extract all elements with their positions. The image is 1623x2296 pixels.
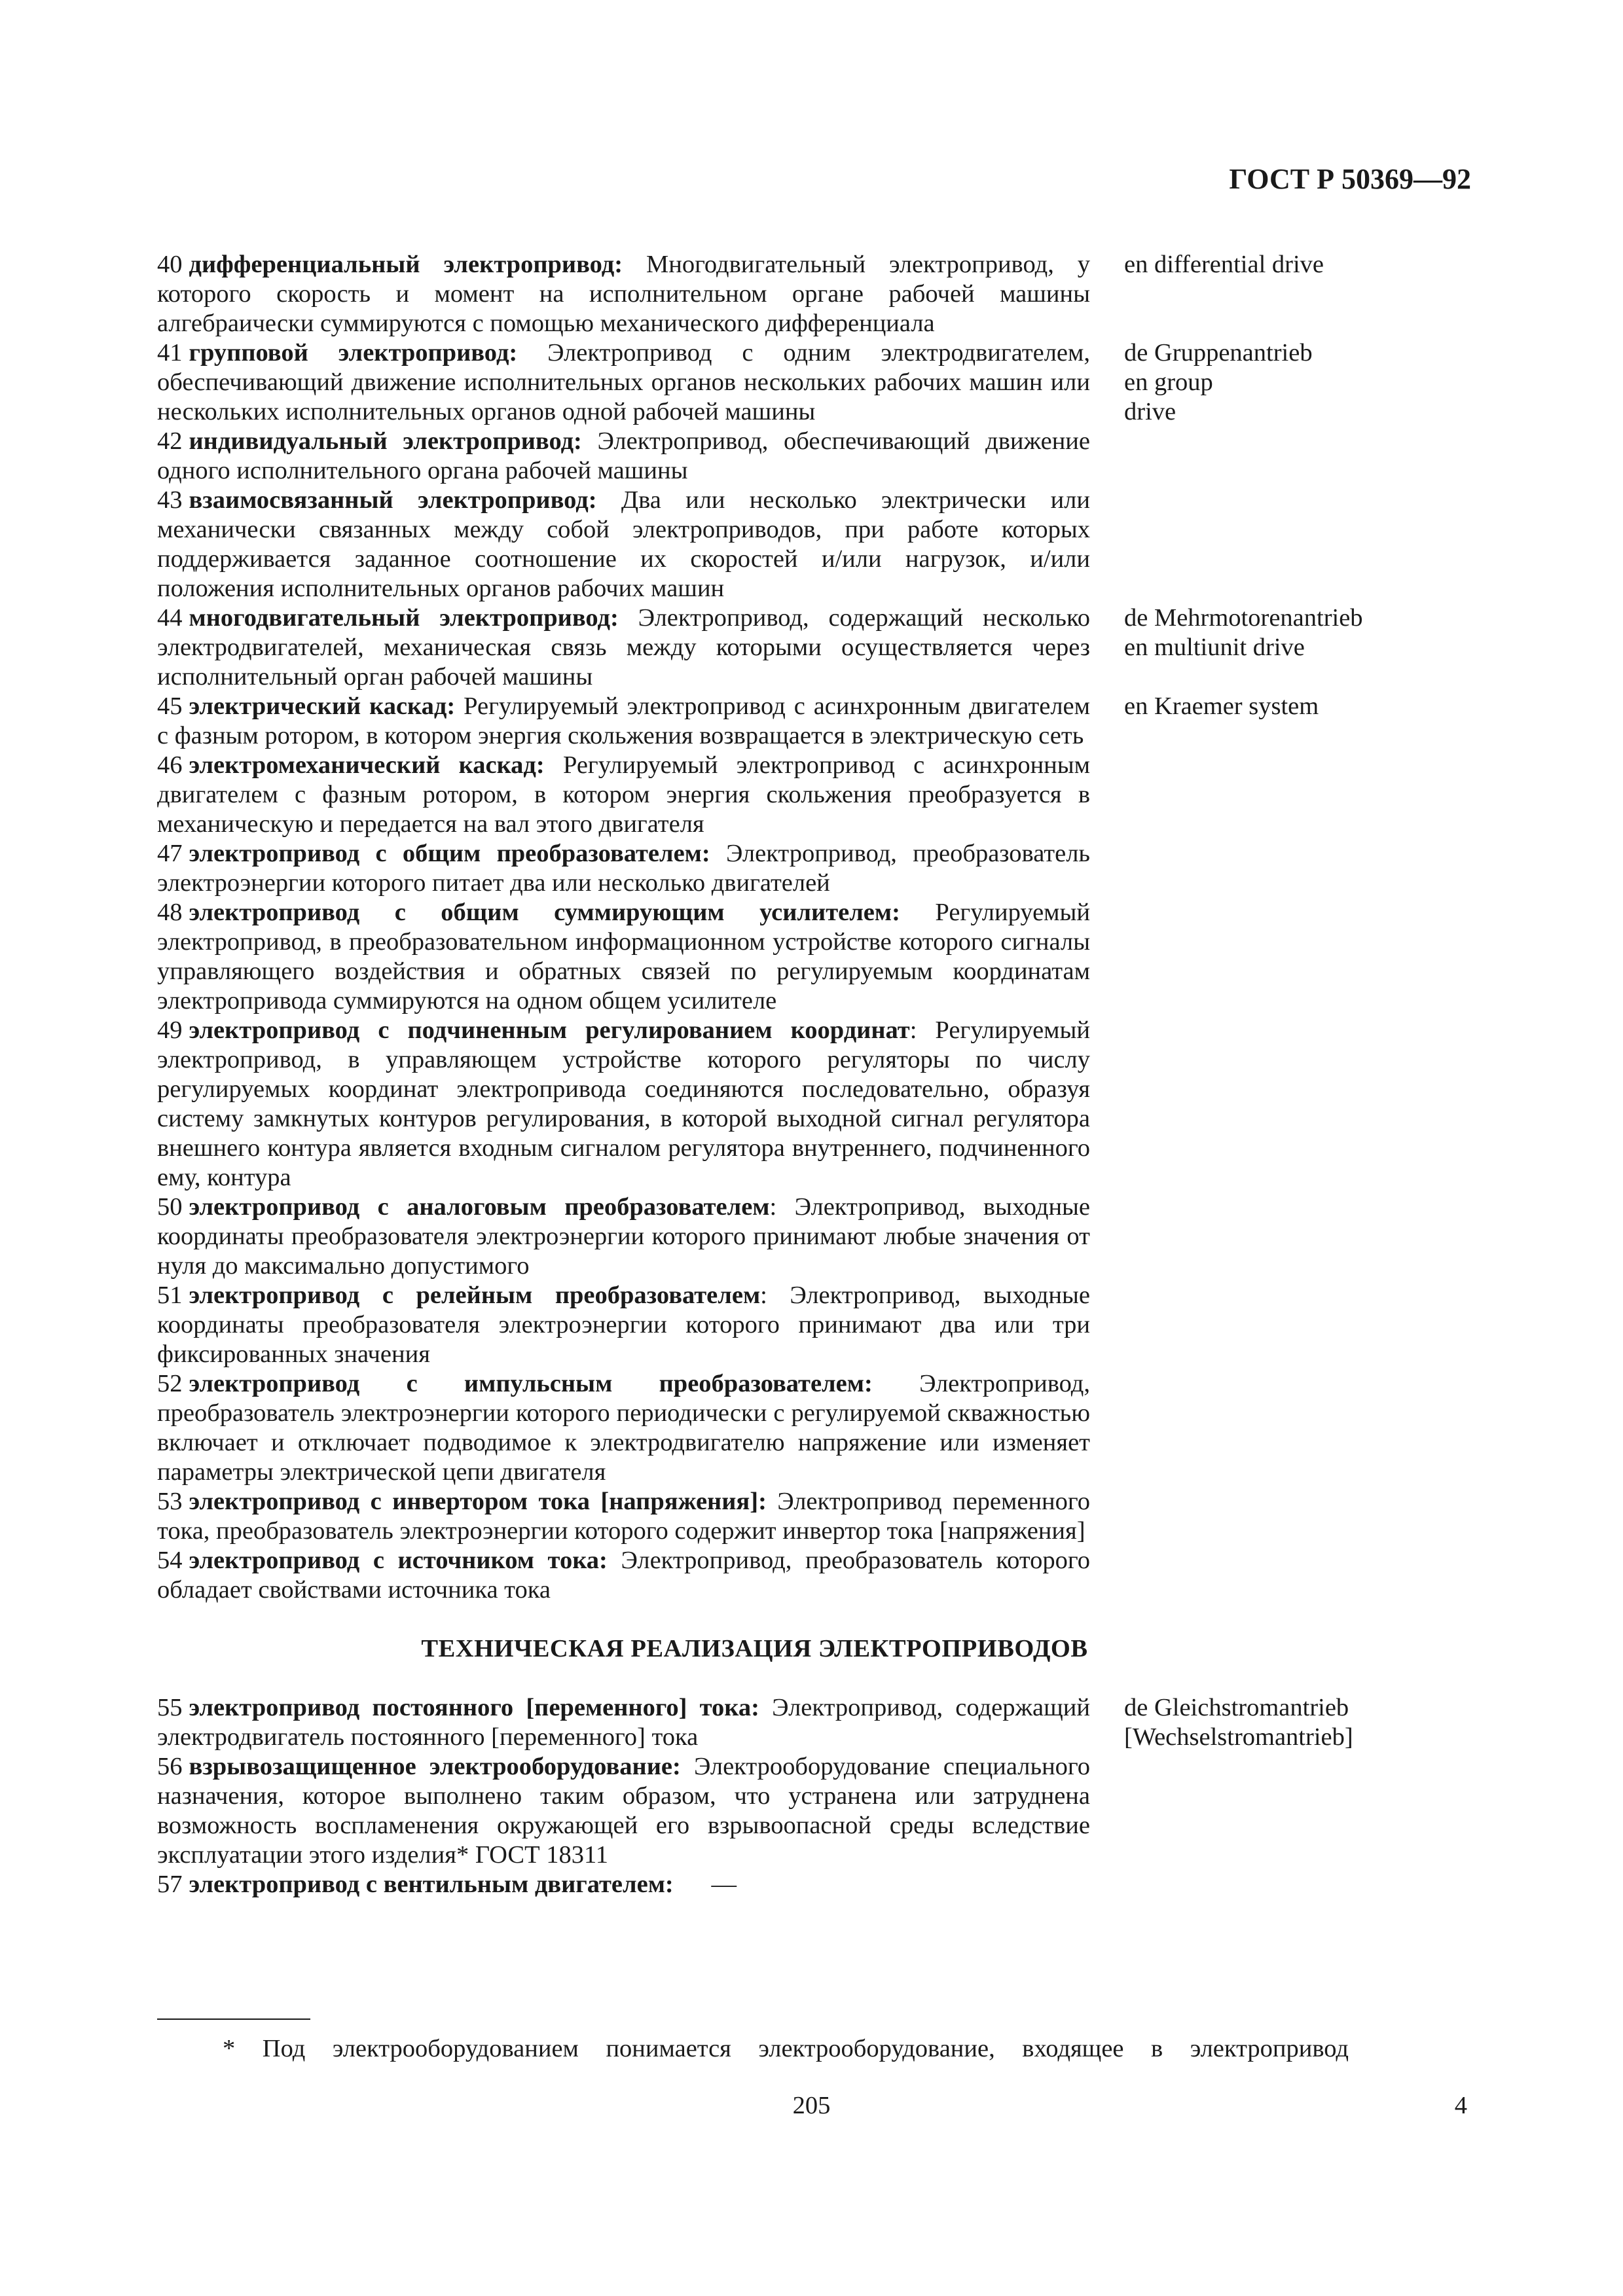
term-text: : Электропривод, выходные координаты преобразователя электроэнергии которого принимают два или три фиксированных значения: [157, 1282, 1097, 1368]
foreign-equivalents: [1124, 1870, 1465, 1899]
term-entry: [157, 338, 1467, 427]
foreign-equivalents: [1124, 250, 1465, 338]
foreign-equivalents: [1124, 603, 1465, 692]
entries-group-technical: [157, 1693, 1467, 1899]
term-definition: [157, 1369, 1097, 1487]
term-text: Электропривод, преобразователь электроэнергии которого периодически с регулируемой скважностью включает и отключает подводимое к электродвигателю напряжение или изменяет параметры электрической цепи двигателя: [157, 1370, 1097, 1486]
term-definition: [157, 1870, 1090, 1899]
term-definition: [157, 751, 1097, 839]
term-number: 52: [157, 1370, 183, 1397]
term-number: 42: [157, 427, 183, 455]
term-number: 53: [157, 1488, 183, 1515]
term-entry: [157, 1870, 1467, 1899]
foreign-equivalents: [1124, 427, 1465, 486]
foreign-equivalent-line: de Gruppenantrieb: [1124, 339, 1313, 367]
term-entry: [157, 250, 1467, 338]
foreign-equivalents: [1124, 1752, 1465, 1870]
term-text: Регулируемый электропривод с асинхронным двигателем с фазным ротором, в котором энергия скольжения возвращается в электрическую сеть: [157, 692, 1097, 749]
foreign-equivalent-line: en differential drive: [1124, 251, 1324, 278]
term-definition: [157, 1546, 1097, 1605]
term-text: Электропривод, обеспечивающий движение одного исполнительного органа рабочей машины: [157, 427, 1097, 484]
term-name: индивидуальный электропривод:: [189, 427, 582, 455]
term-entry: [157, 839, 1467, 898]
foreign-equivalent-line: en Kraemer system: [1124, 692, 1319, 720]
term-text: : Регулируемый электропривод, в управляющем устройстве которого регуляторы по числу регулируемых координат электропривода соединяются последовательно, образуя систему замкнутых контуров регулирования, в которой выходной сигнал регулятора внешнего контура является входным сигналом регулятора внутреннего, подчиненного ему, контура: [157, 1016, 1097, 1191]
foreign-equivalents: [1124, 338, 1465, 427]
term-number: 57: [157, 1871, 183, 1898]
foreign-equivalents: [1124, 898, 1465, 1016]
foreign-equivalents: [1124, 486, 1465, 603]
term-definition: [157, 250, 1097, 338]
term-definition: [157, 1281, 1097, 1369]
term-entry: [157, 1281, 1467, 1369]
term-name: электропривод с общим суммирующим усилителем:: [189, 899, 900, 926]
foreign-equivalents: [1124, 751, 1465, 839]
term-number: 55: [157, 1694, 183, 1721]
term-definition: [157, 839, 1097, 898]
term-definition: [157, 1752, 1097, 1870]
term-entry: [157, 1546, 1467, 1605]
foreign-equivalent-line: de Mehrmotorenantrieb: [1124, 604, 1363, 632]
entries-group-general: [157, 250, 1467, 1605]
term-text: —: [673, 1871, 737, 1898]
term-text: Регулируемый электропривод с асинхронным двигателем с фазным ротором, в котором энергия скольжения преобразуется в механическую и передается на вал этого двигателя: [157, 751, 1097, 838]
term-entry: [157, 427, 1467, 486]
document-header: ГОСТ Р 50369—92: [1229, 163, 1471, 195]
foreign-equivalents: [1124, 1693, 1465, 1752]
term-number: 45: [157, 692, 183, 720]
term-entry: [157, 1752, 1467, 1870]
term-entry: [157, 603, 1467, 692]
term-definition: [157, 898, 1097, 1016]
page-number: 205: [792, 2092, 831, 2119]
term-definition: [157, 692, 1097, 751]
term-number: 43: [157, 486, 183, 514]
foreign-equivalent-line: drive: [1124, 398, 1176, 425]
term-name: электрический каскад:: [189, 692, 456, 720]
term-name: электропривод с аналоговым преобразователем: [189, 1193, 770, 1221]
sheet-number: 4: [1454, 2092, 1467, 2119]
term-name: электропривод с подчиненным регулированием координат: [189, 1016, 910, 1044]
term-number: 44: [157, 604, 183, 632]
foreign-equivalent-line: de Gleichstromantrieb: [1124, 1694, 1349, 1721]
term-name: электропривод с общим преобразователем:: [189, 840, 710, 867]
term-entry: [157, 486, 1467, 603]
term-number: 50: [157, 1193, 183, 1221]
foreign-equivalent-line: [Wechselstromantrieb]: [1124, 1723, 1353, 1751]
term-entry: [157, 1693, 1467, 1752]
term-text: Электропривод, преобразователь электроэнергии которого питает два или несколько двигателей: [157, 840, 1097, 897]
term-number: 49: [157, 1016, 183, 1044]
footnote: * Под электрооборудованием понимается электрооборудование, входящее в электропривод: [223, 2035, 1349, 2062]
term-name: многодвигательный электропривод:: [189, 604, 619, 632]
foreign-equivalents: [1124, 1281, 1465, 1369]
term-name: дифференциальный электропривод:: [189, 251, 623, 278]
foreign-equivalent-line: en multiunit drive: [1124, 634, 1305, 661]
foreign-equivalents: [1124, 1369, 1465, 1487]
section-title: ТЕХНИЧЕСКАЯ РЕАЛИЗАЦИЯ ЭЛЕКТРОПРИВОДОВ: [421, 1635, 1088, 1662]
foreign-equivalent-line: en group: [1124, 368, 1213, 396]
term-text: Два или несколько электрически или механически связанных между собой электроприводов, при работе которых поддерживается заданное соотношение их скоростей и/или нагрузок, и/или положения исполнительных органов рабочих машин: [157, 486, 1097, 602]
term-text: Электропривод переменного тока, преобразователь электроэнергии которого содержит инвертор тока [напряжения]: [157, 1488, 1097, 1545]
term-definition: [157, 338, 1097, 427]
term-text: Многодвигательный электропривод, у которого скорость и момент на исполнительном органе рабочей машины алгебраически суммируются с помощью механического дифференциала: [157, 251, 1097, 337]
term-text: Электропривод, содержащий электродвигатель постоянного [переменного] тока: [157, 1694, 1097, 1751]
term-entry: [157, 1369, 1467, 1487]
term-name: электропривод с релейным преобразователем: [189, 1282, 761, 1309]
term-number: 56: [157, 1753, 183, 1780]
term-entry: [157, 1193, 1467, 1281]
term-entry: [157, 898, 1467, 1016]
term-name: групповой электропривод:: [189, 339, 518, 367]
term-definition: [157, 1487, 1097, 1546]
term-definition: [157, 427, 1097, 486]
foreign-equivalents: [1124, 1546, 1465, 1605]
term-name: электромеханический каскад:: [189, 751, 545, 779]
term-definition: [157, 1016, 1097, 1193]
term-number: 41: [157, 339, 183, 367]
term-name: электропривод с импульсным преобразователем:: [189, 1370, 873, 1397]
term-text: Электрооборудование специального назначения, которое выполнено таким образом, что устранена или затруднена возможность воспламенения окружающей его взрывоопасной среды вследствие эксплуатации этого изделия* ГОСТ 18311: [157, 1753, 1097, 1869]
term-name: взаимосвязанный электропривод:: [189, 486, 597, 514]
term-text: Регулируемый электропривод, в преобразовательном информационном устройстве которого сигналы управляющего воздействия и обратных связей по регулируемым координатам электропривода суммируются на одном общем усилителе: [157, 899, 1097, 1014]
term-number: 40: [157, 251, 183, 278]
term-text: Электропривод с одним электродвигателем, обеспечивающий движение исполнительных органов нескольких рабочих машин или нескольких исполнительных органов одной рабочей машины: [157, 339, 1097, 425]
term-name: электропривод с источником тока:: [189, 1547, 608, 1574]
term-entry: [157, 751, 1467, 839]
term-entry: [157, 1487, 1467, 1546]
term-entry: [157, 1016, 1467, 1193]
foreign-equivalents: [1124, 1193, 1465, 1281]
term-definition: [157, 1193, 1097, 1281]
footnote-divider: [157, 2018, 310, 2020]
entries-list: [157, 250, 1467, 1899]
foreign-equivalents: [1124, 1487, 1465, 1546]
term-name: взрывозащищенное электрооборудование:: [189, 1753, 681, 1780]
term-text: Электропривод, преобразователь которого обладает свойствами источника тока: [157, 1547, 1097, 1604]
term-entry: [157, 692, 1467, 751]
term-name: электропривод с вентильным двигателем:: [189, 1871, 674, 1898]
term-definition: [157, 486, 1097, 603]
term-name: электропривод постоянного [переменного] тока:: [189, 1694, 759, 1721]
term-number: 51: [157, 1282, 183, 1309]
term-name: электропривод с инвертором тока [напряжения]:: [189, 1488, 767, 1515]
term-definition: [157, 603, 1097, 692]
term-number: 47: [157, 840, 183, 867]
term-number: 48: [157, 899, 183, 926]
term-text: Электропривод, содержащий несколько электродвигателей, механическая связь между которыми осуществляется через исполнительный орган рабочей машины: [157, 604, 1097, 691]
term-number: 46: [157, 751, 183, 779]
foreign-equivalents: [1124, 1016, 1465, 1193]
foreign-equivalents: [1124, 692, 1465, 751]
foreign-equivalents: [1124, 839, 1465, 898]
term-definition: [157, 1693, 1097, 1752]
term-text: : Электропривод, выходные координаты преобразователя электроэнергии которого принимают любые значения от нуля до максимально допустимого: [157, 1193, 1097, 1280]
term-number: 54: [157, 1547, 183, 1574]
